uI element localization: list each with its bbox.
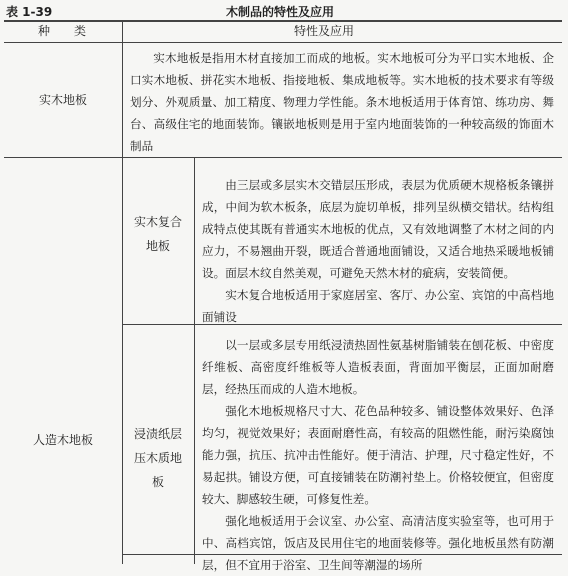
category-solid-wood: 实木地板 <box>38 93 87 107</box>
header-properties: 特性及应用 <box>294 24 355 38</box>
subcategory-laminate: 浸渍纸层压木质地板 <box>133 427 182 489</box>
top-rule <box>4 20 562 22</box>
solid-wood-description <box>130 47 554 157</box>
table-title: 木制品的特性及应用 <box>226 5 335 19</box>
solid-wood-text: 实木地板是指用木材直接加工而成的地板。实木地板可分为平口实木地板、企口实木地板、拼花实木地板、指接地板、集成地板等。实木地板的技术要求有等级划分、外观质量、加工精度、物理力学性能。条木地板适用于体育馆、练功房、舞台、高级住宅的地面装饰。镶嵌地板则是用于室内地面装饰的一种较高级的饰面木制品 <box>130 51 554 153</box>
header-category: 种 类 <box>38 24 87 38</box>
subcategory-engineered-solid: 实木复合地板 <box>133 215 182 253</box>
paragraph: 以一层或多层专用纸浸渍热固性氨基树脂铺装在刨花板、中密度纤维板、高密度纤维板等人造板表面，背面加平衡层，正面加耐磨层，经热压而成的人造木地板。 <box>202 338 554 396</box>
properties-table <box>4 20 562 572</box>
laminate-description <box>202 334 554 576</box>
paragraph: 由三层或多层实木交错层压形成，表层为优质硬木规格板条镶拼成，中间为软木板条，底层为旋切单板，排列呈纵横交错状。结构组成特点使其既有普通实木地板的优点，又有效地调整了木材之间的内应力，不易翘曲开裂，既适合普通地面铺设，又适合地热采暖地板铺设。面层木纹自然美观，可避免天然木材的疵病，安装简便。 <box>202 178 554 280</box>
paragraph: 强化木地板规格尺寸大、花色品种较多、铺设整体效果好、色泽均匀，视觉效果好；表面耐磨性高，有较高的阻燃性能，耐污染腐蚀能力强，抗压、抗冲击性能好。便于清洁、护理，尺寸稳定性好，不易起拱。铺设方便，可直接铺装在防潮衬垫上。价格较便宜，但密度较大、脚感较生硬，可修复性差。 <box>202 404 554 506</box>
category-engineered-wood: 人造木地板 <box>32 433 93 447</box>
header-rule <box>4 42 562 43</box>
table-number: 表 1-39 <box>6 5 53 19</box>
col-divider-lower <box>122 158 123 564</box>
engineered-solid-description <box>202 174 554 328</box>
row1-bottom-rule <box>4 157 562 158</box>
table-caption <box>4 2 564 20</box>
paragraph: 实木复合地板适用于家庭居室、客厅、办公室、宾馆的中高档地面铺设 <box>202 288 554 324</box>
col-divider <box>122 20 123 158</box>
paragraph: 强化地板适用于会议室、办公室、高清洁度实验室等，也可用于中、高档宾馆，饭店及民用住宅的地面装修等。强化地板虽然有防潮层，但不宜用于浴室、卫生间等潮湿的场所 <box>202 514 554 572</box>
sub-col-divider <box>194 158 195 564</box>
